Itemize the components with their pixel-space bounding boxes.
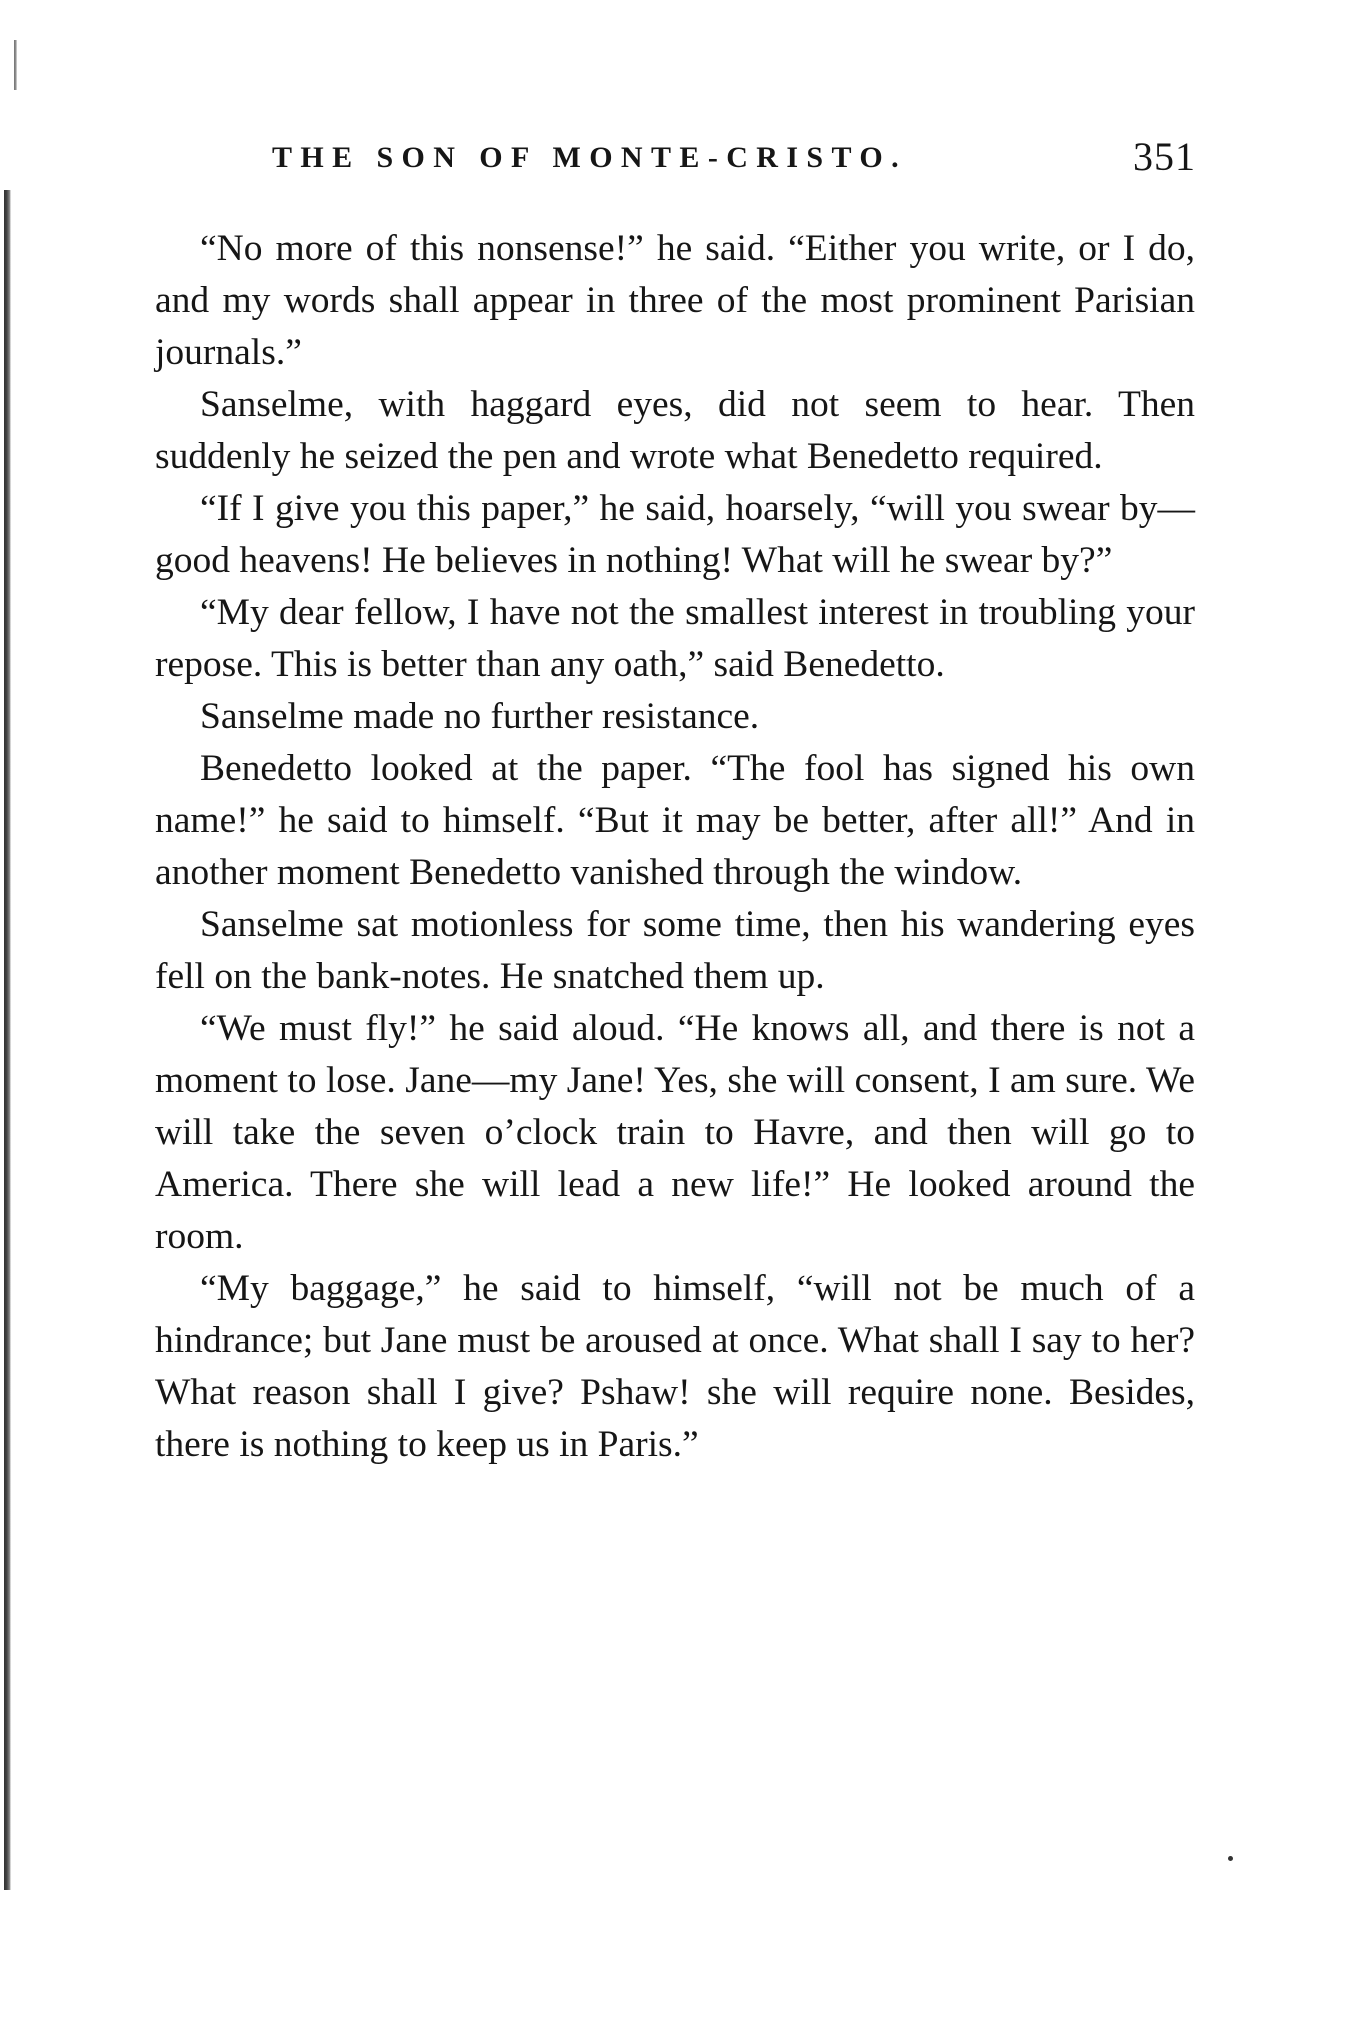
paragraph: “No more of this nonsense!” he said. “Either you write, or I do, and my words shall appear in three of the most prominent Parisian journals.” [155,228,1195,373]
body-text [155,223,1195,1471]
paragraph: “We must fly!” he said aloud. “He knows all, and there is not a moment to lose. Jane—my Jane! Yes, she will consent, I am sure. We will take the seven o’clock train to Havre, and then will go to America. There she will lead a new life!” He looked around the room. [155,1008,1195,1257]
paragraph: “If I give you this paper,” he said, hoarsely, “will you swear by—good heavens! He believes in nothing! What will he swear by?” [155,488,1195,581]
paragraph: “My baggage,” he said to himself, “will not be much of a hindrance; but Jane must be aroused at once. What shall I say to her? What reason shall I give? Pshaw! she will require none. Besides, there is nothing to keep us in Paris.” [155,1268,1195,1465]
binding-edge [4,190,11,1890]
running-title: THE SON OF MONTE-CRISTO. [272,141,908,174]
paragraph: Sanselme made no further resistance. [200,696,760,737]
binding-edge-mark [14,40,17,90]
page-number: 351 [1133,134,1196,179]
ink-speck [1228,1856,1233,1861]
paragraph: Sanselme sat motionless for some time, then his wandering eyes fell on the bank-notes. He snatched them up. [155,904,1195,997]
paragraph: Benedetto looked at the paper. “The fool has signed his own name!” he said to himself. “But it may be better, after all!” And in another moment Benedetto vanished through the window. [155,748,1195,893]
paragraph: Sanselme, with haggard eyes, did not seem to hear. Then suddenly he seized the pen and wrote what Benedetto required. [155,384,1195,477]
page-header [272,133,1196,183]
paragraph: “My dear fellow, I have not the smallest interest in troubling your repose. This is better than any oath,” said Benedetto. [155,592,1195,685]
